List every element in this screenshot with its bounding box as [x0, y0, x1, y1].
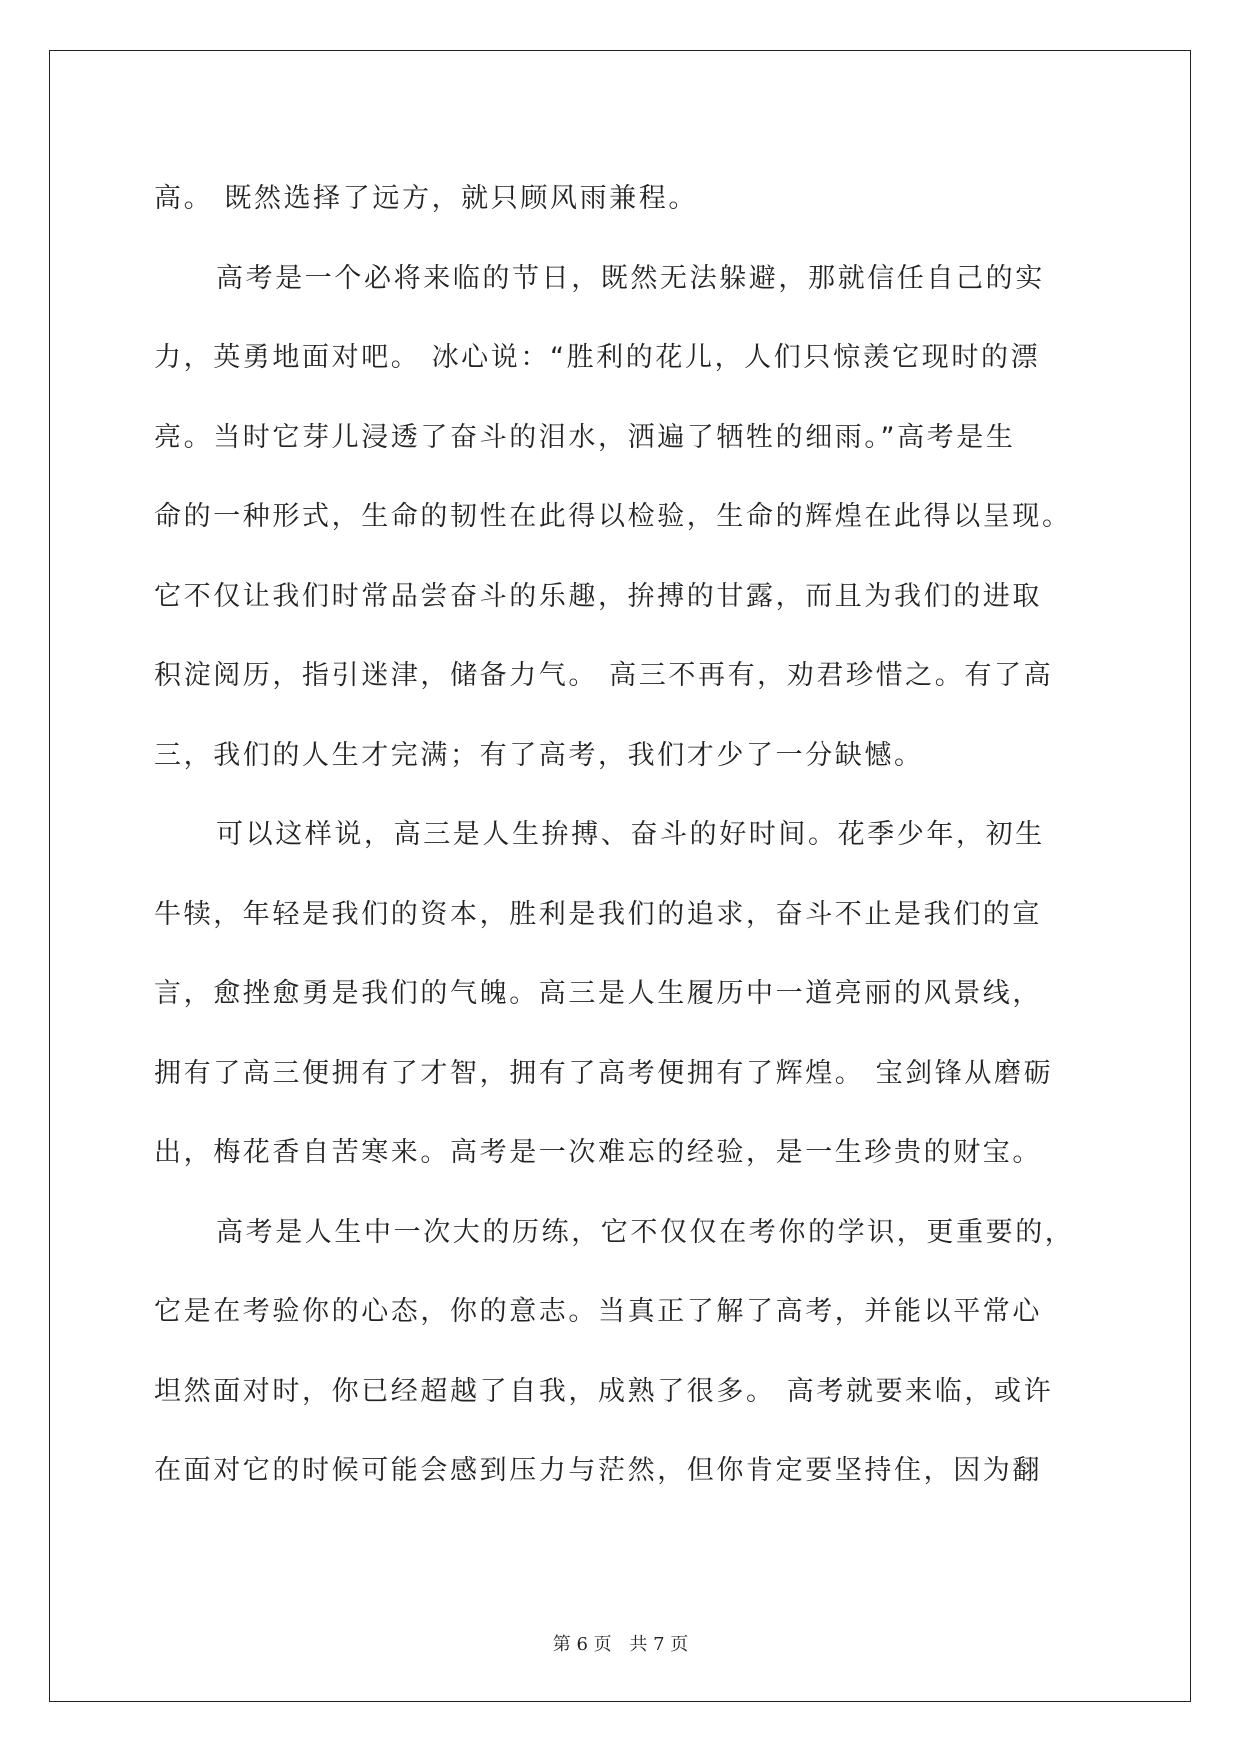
- text-line: 高考是一个必将来临的节日，既然无法躲避，那就信任自己的实: [216, 262, 1045, 294]
- text-line: 三，我们的人生才完满；有了高考，我们才少了一分缺憾。: [154, 739, 924, 771]
- document-body: [154, 159, 1094, 1511]
- text-line: 言，愈挫愈勇是我们的气魄。高三是人生履历中一道亮丽的风景线，: [154, 978, 1042, 1009]
- page-total: 共 7 页: [629, 1634, 689, 1655]
- page-footer: [0, 1630, 1241, 1656]
- page-number: 第 6 页: [552, 1634, 612, 1655]
- text-line: 它是在考验你的心态，你的意志。当真正了解了高考，并能以平常心: [154, 1296, 1042, 1327]
- text-line: 出，梅花香自苦寒来。高考是一次难忘的经验，是一生珍贵的财宝。: [154, 1137, 1042, 1168]
- text-line: 在面对它的时候可能会感到压力与茫然，但你肯定要坚持住，因为翻: [154, 1455, 1042, 1486]
- text-line: 可以这样说，高三是人生拚搏、奋斗的好时间。花季少年，初生: [216, 819, 1045, 850]
- text-line: 高考是人生中一次大的历练，它不仅仅在考你的学识，更重要的，: [216, 1216, 1075, 1248]
- text-line: 坦然面对时，你已经超越了自我，成熟了很多。 高考就要来临，或许: [154, 1375, 1054, 1407]
- text-line: 积淀阅历，指引迷津，储备力气。 高三不再有，劝君珍惜之。有了高: [154, 660, 1054, 691]
- text-line: 牛犊，年轻是我们的资本，胜利是我们的追求，奋斗不止是我们的宣: [154, 898, 1042, 930]
- text-line: 拥有了高三便拥有了才智，拥有了高考便拥有了辉煌。 宝剑锋从磨砺: [154, 1057, 1054, 1089]
- text-line: 力，英勇地面对吧。 冰心说：“胜利的花儿，人们只惊羡它现时的漂: [154, 342, 1041, 373]
- text-line: 它不仅让我们时常品尝奋斗的乐趣，拚搏的甘露，而且为我们的进取: [154, 580, 1042, 612]
- text-line: 命的一种形式，生命的韧性在此得以检验，生命的辉煌在此得以呈现。: [154, 501, 1072, 532]
- text-line: 高。 既然选择了远方，就只顾风雨兼程。: [154, 183, 698, 214]
- text-line: 亮。当时它芽儿浸透了奋斗的泪水，洒遍了牺牲的细雨。”高考是生: [154, 421, 1016, 453]
